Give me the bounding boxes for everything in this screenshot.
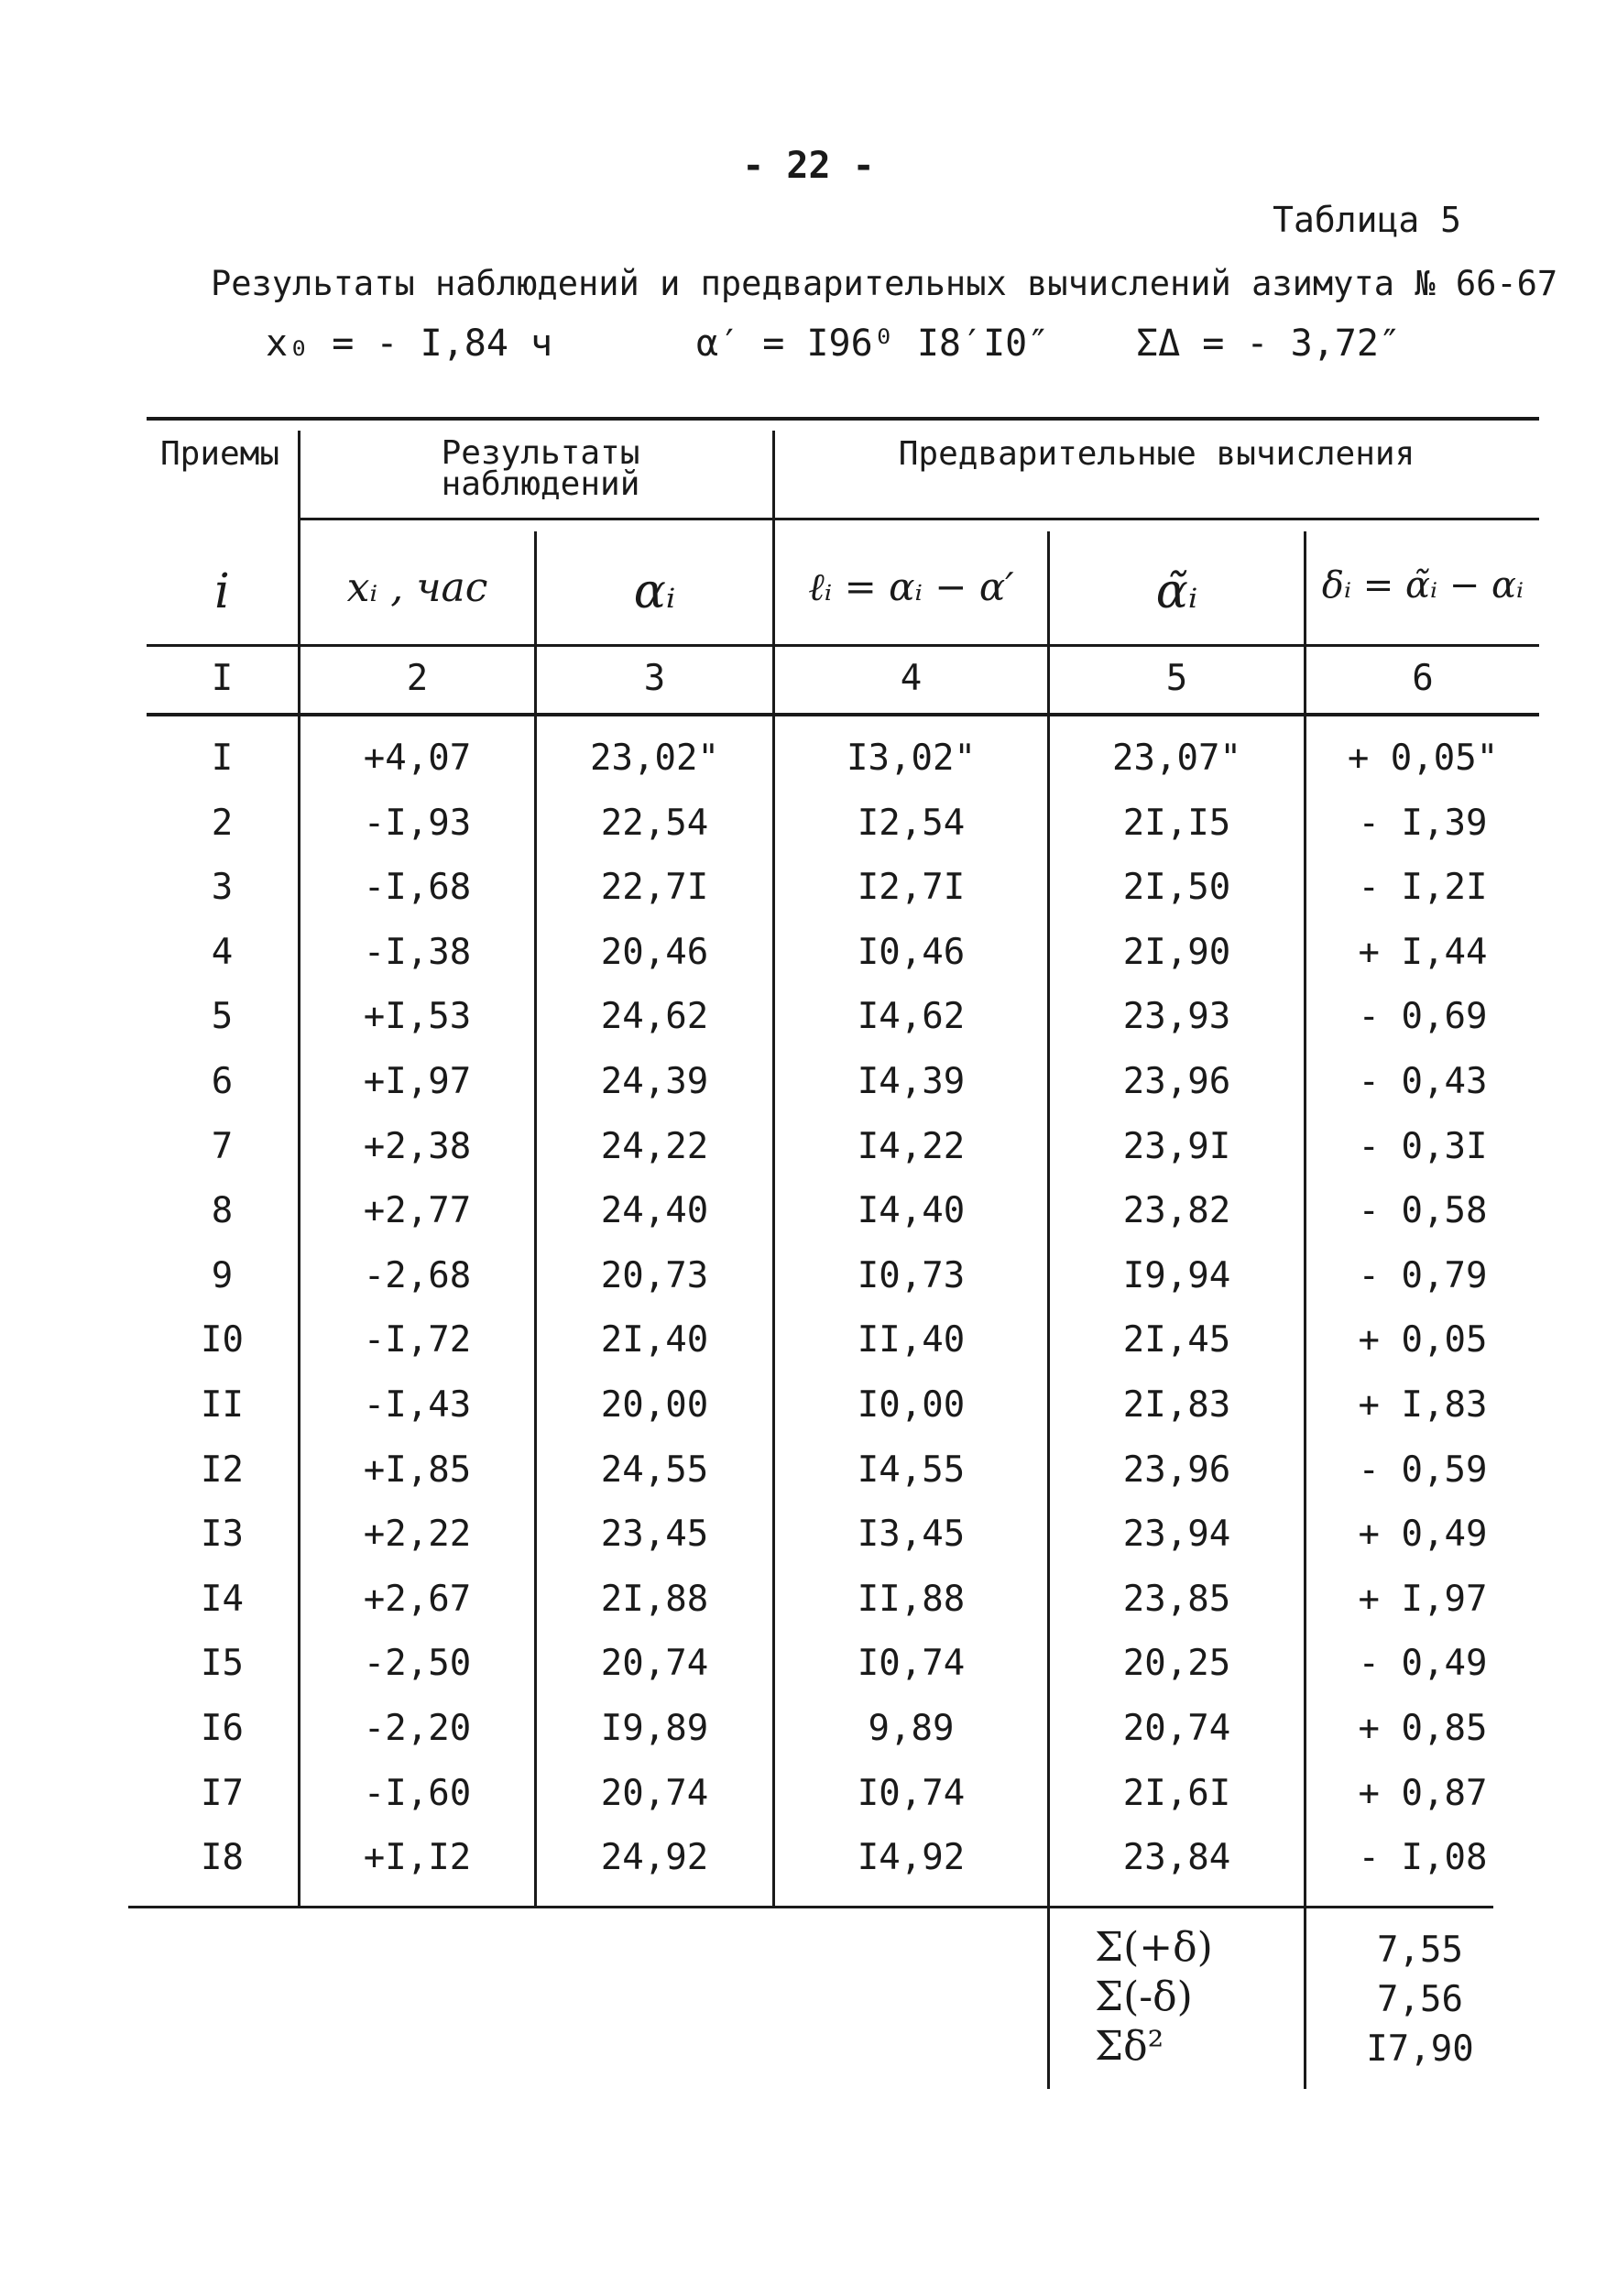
cell-delta: + 0,05" xyxy=(1347,738,1499,779)
header-num-1: I xyxy=(211,658,234,699)
cell-l: I3,45 xyxy=(857,1514,966,1555)
col-divider-3 xyxy=(772,431,775,1906)
cell-delta: - 0,59 xyxy=(1358,1449,1488,1491)
cell-alpha-tilde: 23,9I xyxy=(1122,1126,1231,1167)
cell-x: +I,53 xyxy=(363,996,472,1037)
cell-alpha: 24,55 xyxy=(600,1449,709,1491)
group-sub-rule xyxy=(298,518,1539,520)
cell-alpha-tilde: 2I,I5 xyxy=(1122,803,1231,844)
cell-x: -2,68 xyxy=(363,1255,472,1296)
header-num-6: 6 xyxy=(1412,658,1434,699)
cell-delta: + I,83 xyxy=(1358,1384,1488,1426)
header-sym-delta: δᵢ = α̃ᵢ − αᵢ xyxy=(1321,564,1524,607)
cell-priem: 3 xyxy=(211,867,234,908)
cell-alpha-tilde: 23,84 xyxy=(1122,1837,1231,1878)
cell-x: -I,60 xyxy=(363,1773,472,1814)
cell-alpha: 2I,40 xyxy=(600,1319,709,1361)
table-title: Результаты наблюдений и предварительных вычислений азимута № 66-67 xyxy=(211,264,1558,303)
cell-alpha: 24,39 xyxy=(600,1061,709,1102)
cell-alpha-tilde: 20,25 xyxy=(1122,1643,1231,1684)
table-top-rule xyxy=(147,417,1539,421)
cell-delta: + I,97 xyxy=(1358,1579,1488,1620)
cell-priem: 5 xyxy=(211,996,234,1037)
param-sum-delta: ΣΔ = - 3,72″ xyxy=(1136,323,1401,365)
cell-x: +2,67 xyxy=(363,1579,472,1620)
sum-delta-squared-label: Σδ² xyxy=(1095,2023,1164,2070)
cell-l: I4,62 xyxy=(857,996,966,1037)
cell-alpha-tilde: 20,74 xyxy=(1122,1708,1231,1749)
param-alpha: α′ = I96⁰ I8′I0″ xyxy=(696,323,1050,365)
cell-priem: I6 xyxy=(201,1708,244,1749)
cell-priem: 7 xyxy=(211,1126,234,1167)
cell-delta: - 0,3I xyxy=(1358,1126,1488,1167)
cell-x: -2,50 xyxy=(363,1643,472,1684)
cell-delta: + 0,49 xyxy=(1358,1514,1488,1555)
sum-plus-delta-label: Σ(+δ) xyxy=(1095,1924,1213,1971)
cell-priem: 9 xyxy=(211,1255,234,1296)
cell-alpha-tilde: 23,94 xyxy=(1122,1514,1231,1555)
cell-x: +2,38 xyxy=(363,1126,472,1167)
cell-alpha: 22,7I xyxy=(600,867,709,908)
cell-l: I4,55 xyxy=(857,1449,966,1491)
cell-alpha: 2I,88 xyxy=(600,1579,709,1620)
cell-priem: I0 xyxy=(201,1319,244,1361)
sum-minus-delta-label: Σ(-δ) xyxy=(1095,1973,1193,2020)
cell-alpha: 20,74 xyxy=(600,1643,709,1684)
header-sym-l: ℓᵢ = αᵢ − α′ xyxy=(808,564,1014,609)
header-num-2: 2 xyxy=(406,658,429,699)
header-group-observations: Результаты наблюдений xyxy=(441,434,640,503)
header-sym-i: i xyxy=(214,564,230,619)
cell-alpha: 20,73 xyxy=(600,1255,709,1296)
cell-alpha: 20,74 xyxy=(600,1773,709,1814)
cell-alpha: 23,02" xyxy=(590,738,719,779)
header-num-3: 3 xyxy=(643,658,666,699)
cell-priem: I7 xyxy=(201,1773,244,1814)
cell-x: +I,97 xyxy=(363,1061,472,1102)
cell-x: +2,22 xyxy=(363,1514,472,1555)
param-x0: x₀ = - I,84 ч xyxy=(266,323,553,365)
cell-x: -I,93 xyxy=(363,803,472,844)
header-num-5: 5 xyxy=(1165,658,1188,699)
cell-l: I4,22 xyxy=(857,1126,966,1167)
cell-l: I4,92 xyxy=(857,1837,966,1878)
cell-priem: I xyxy=(211,738,234,779)
cell-x: -I,68 xyxy=(363,867,472,908)
page-number: - 22 - xyxy=(742,145,875,187)
cell-l: I0,00 xyxy=(857,1384,966,1426)
cell-l: II,88 xyxy=(857,1579,966,1620)
cell-l: II,40 xyxy=(857,1319,966,1361)
cell-delta: + 0,05 xyxy=(1358,1319,1488,1361)
cell-alpha: 24,22 xyxy=(600,1126,709,1167)
cell-l: I2,54 xyxy=(857,803,966,844)
cell-delta: - 0,58 xyxy=(1358,1190,1488,1231)
cell-l: I0,46 xyxy=(857,932,966,973)
cell-alpha: I9,89 xyxy=(600,1708,709,1749)
cell-alpha: 22,54 xyxy=(600,803,709,844)
cell-alpha-tilde: 2I,50 xyxy=(1122,867,1231,908)
cell-alpha: 20,00 xyxy=(600,1384,709,1426)
cell-alpha-tilde: 2I,90 xyxy=(1122,932,1231,973)
cell-delta: - I,08 xyxy=(1358,1837,1488,1878)
table-label: Таблица 5 xyxy=(1273,200,1461,240)
sum-plus-delta-value: 7,55 xyxy=(1377,1930,1463,1971)
cell-l: I0,74 xyxy=(857,1773,966,1814)
header-sym-x: xᵢ , час xyxy=(346,564,488,611)
cell-priem: I4 xyxy=(201,1579,244,1620)
cell-alpha-tilde: 23,85 xyxy=(1122,1579,1231,1620)
cell-delta: + I,44 xyxy=(1358,932,1488,973)
cell-alpha: 24,62 xyxy=(600,996,709,1037)
sum-minus-delta-value: 7,56 xyxy=(1377,1979,1463,2020)
header-group-computations: Предварительные вычисления xyxy=(898,435,1415,473)
cell-x: -I,72 xyxy=(363,1319,472,1361)
cell-alpha: 24,40 xyxy=(600,1190,709,1231)
col-divider-1 xyxy=(298,431,300,1908)
cell-alpha-tilde: 2I,45 xyxy=(1122,1319,1231,1361)
cell-alpha-tilde: I9,94 xyxy=(1122,1255,1231,1296)
number-row-rule xyxy=(147,713,1539,716)
cell-priem: 6 xyxy=(211,1061,234,1102)
header-num-4: 4 xyxy=(900,658,923,699)
cell-delta: - 0,79 xyxy=(1358,1255,1488,1296)
header-priemy: Приемы xyxy=(159,435,280,473)
cell-x: +I,85 xyxy=(363,1449,472,1491)
cell-priem: I5 xyxy=(201,1643,244,1684)
cell-delta: - 0,43 xyxy=(1358,1061,1488,1102)
cell-l: I0,73 xyxy=(857,1255,966,1296)
table-bottom-rule xyxy=(128,1906,1493,1908)
cell-l: I4,39 xyxy=(857,1061,966,1102)
symbol-row-rule xyxy=(147,644,1539,647)
cell-alpha: 24,92 xyxy=(600,1837,709,1878)
cell-alpha-tilde: 23,82 xyxy=(1122,1190,1231,1231)
cell-delta: + 0,85 xyxy=(1358,1708,1488,1749)
cell-l: 9,89 xyxy=(868,1708,955,1749)
cell-priem: I3 xyxy=(201,1514,244,1555)
cell-delta: - 0,49 xyxy=(1358,1643,1488,1684)
sum-delta-squared-value: I7,90 xyxy=(1366,2028,1474,2070)
cell-priem: 2 xyxy=(211,803,234,844)
cell-delta: - I,39 xyxy=(1358,803,1488,844)
cell-x: +4,07 xyxy=(363,738,472,779)
cell-l: I4,40 xyxy=(857,1190,966,1231)
cell-alpha-tilde: 23,07" xyxy=(1112,738,1241,779)
cell-x: -I,43 xyxy=(363,1384,472,1426)
cell-l: I2,7I xyxy=(857,867,966,908)
cell-x: -I,38 xyxy=(363,932,472,973)
cell-x: -2,20 xyxy=(363,1708,472,1749)
cell-x: +I,I2 xyxy=(363,1837,472,1878)
cell-priem: I2 xyxy=(201,1449,244,1491)
cell-priem: I8 xyxy=(201,1837,244,1878)
cell-alpha-tilde: 2I,6I xyxy=(1122,1773,1231,1814)
cell-delta: - I,2I xyxy=(1358,867,1488,908)
cell-alpha: 23,45 xyxy=(600,1514,709,1555)
cell-alpha-tilde: 23,96 xyxy=(1122,1449,1231,1491)
cell-alpha: 20,46 xyxy=(600,932,709,973)
cell-alpha-tilde: 23,96 xyxy=(1122,1061,1231,1102)
cell-l: I0,74 xyxy=(857,1643,966,1684)
cell-delta: - 0,69 xyxy=(1358,996,1488,1037)
header-sym-alpha-tilde: α̃ᵢ xyxy=(1155,564,1198,619)
cell-alpha-tilde: 23,93 xyxy=(1122,996,1231,1037)
cell-delta: + 0,87 xyxy=(1358,1773,1488,1814)
cell-priem: 4 xyxy=(211,932,234,973)
cell-priem: 8 xyxy=(211,1190,234,1231)
cell-priem: II xyxy=(201,1384,244,1426)
cell-x: +2,77 xyxy=(363,1190,472,1231)
cell-alpha-tilde: 2I,83 xyxy=(1122,1384,1231,1426)
header-sym-alpha: αᵢ xyxy=(633,564,676,619)
cell-l: I3,02" xyxy=(847,738,976,779)
